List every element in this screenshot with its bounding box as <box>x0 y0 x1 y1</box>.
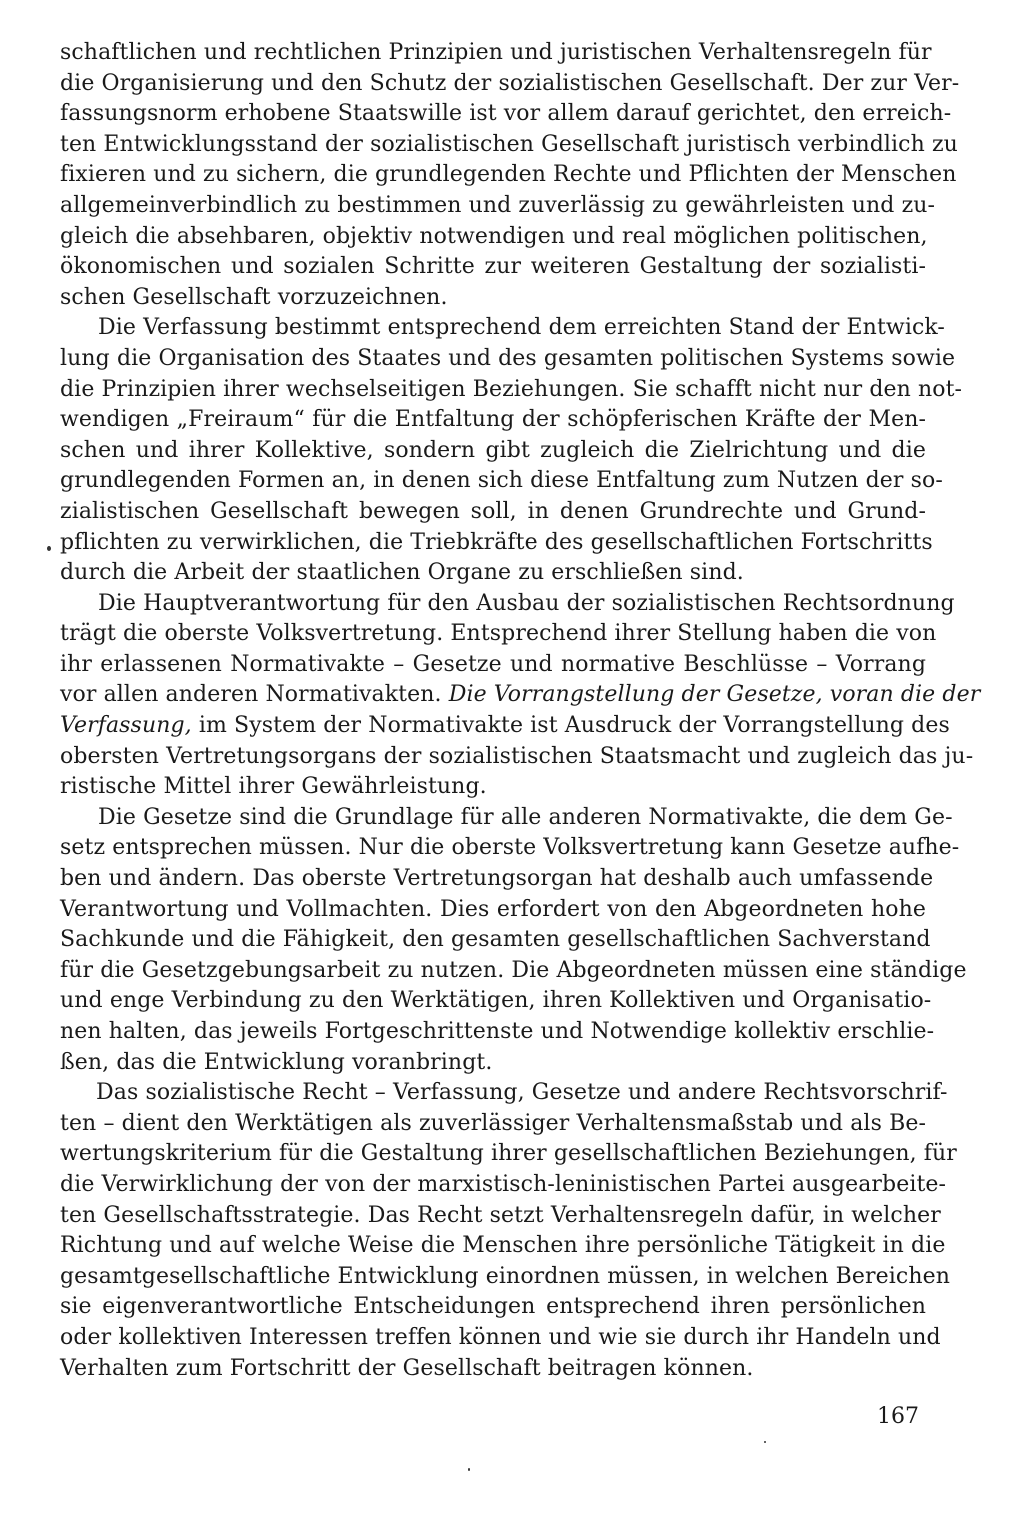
paragraph-3 <box>60 589 981 803</box>
text-line: Richtung und auf welche Weise die Menschen ihre persönliche Tätigkeit in die <box>60 1233 946 1259</box>
text-line: die Organisierung und den Schutz der sozialistischen Gesellschaft. Der zur Ver- <box>60 70 960 96</box>
italic-run: Verfassung, <box>60 713 192 739</box>
text-line: oder kollektiven Interessen treffen können und wie sie durch ihr Handeln und <box>60 1324 941 1350</box>
text-line: schen Gesellschaft vorzuzeichnen. <box>60 284 448 310</box>
text-run: vor allen anderen Normativakten. <box>60 682 442 708</box>
text-line-mixed <box>60 711 950 742</box>
text-run: im System der Normativakte ist Ausdruck der Vorrangstellung des <box>198 713 950 739</box>
text-line: ökonomischen und sozialen Schritte zur weiteren Gestaltung der sozialisti- <box>60 254 926 280</box>
text-line: ihr erlassenen Normativakte – Gesetze und normative Beschlüsse – Vorrang <box>60 651 926 677</box>
paragraph-2 <box>60 313 963 588</box>
text-line: allgemeinverbindlich zu bestimmen und zuverlässig zu gewährleisten und zu- <box>60 192 936 218</box>
text-line: gleich die absehbaren, objektiv notwendigen und real möglichen politischen, <box>60 223 928 249</box>
scan-speck <box>764 1441 766 1443</box>
text-line: sie eigenverantwortliche Entscheidungen entsprechend ihren persönlichen <box>60 1294 926 1320</box>
text-line: ben und ändern. Das oberste Vertretungsorgan hat deshalb auch umfassende <box>60 866 934 892</box>
text-line: Sachkunde und die Fähigkeit, den gesamten gesellschaftlichen Sachverstand <box>60 927 931 953</box>
text-line: fassungsnorm erhobene Staatswille ist vor allem darauf gerichtet, den erreich- <box>60 101 952 127</box>
text-line: fixieren und zu sichern, die grundlegenden Rechte und Pflichten der Menschen <box>60 162 957 188</box>
text-line: Die Verfassung bestimmt entsprechend dem erreichten Stand der Entwick- <box>98 315 945 341</box>
text-line: die Prinzipien ihrer wechselseitigen Beziehungen. Sie schafft nicht nur den not- <box>60 376 963 402</box>
text-line: Das sozialistische Recht – Verfassung, Gesetze und andere Rechtsvorschrif- <box>96 1080 948 1106</box>
text-line: wendigen „Freiraum“ für die Entfaltung der schöpferischen Kräfte der Men- <box>60 407 926 433</box>
text-line: Die Gesetze sind die Grundlage für alle anderen Normativakte, die dem Ge- <box>98 804 953 830</box>
text-line-mixed <box>60 680 981 711</box>
paragraph-4 <box>60 803 967 1078</box>
text-line: schaftlichen und rechtlichen Prinzipien und juristischen Verhaltensregeln für <box>60 40 932 65</box>
page-body <box>60 38 981 1384</box>
text-line: trägt die oberste Volksvertretung. Entsprechend ihrer Stellung haben die von <box>60 621 937 647</box>
text-line: setz entsprechen müssen. Nur die oberste Volksvertretung kann Gesetze aufhe- <box>60 835 960 861</box>
text-line: grundlegenden Formen an, in denen sich diese Entfaltung zum Nutzen der so- <box>60 468 943 494</box>
text-line: wertungskriterium für die Gestaltung ihrer gesellschaftlichen Beziehungen, für <box>60 1141 957 1167</box>
paragraph-1 <box>60 38 960 313</box>
text-line: schen und ihrer Kollektive, sondern gibt zugleich die Zielrichtung und die <box>60 437 926 463</box>
text-line: ten Gesellschaftsstrategie. Das Recht setzt Verhaltensregeln dafür, in welcher <box>60 1202 941 1228</box>
page-number: 167 <box>877 1404 919 1429</box>
text-line: Verantwortung und Vollmachten. Dies erfordert von den Abgeordneten hohe <box>60 896 926 922</box>
text-line: pflichten zu verwirklichen, die Triebkräfte des gesellschaftlichen Fortschritts <box>60 529 933 555</box>
text-line: gesamtgesellschaftliche Entwicklung einordnen müssen, in welchen Bereichen <box>60 1263 950 1289</box>
text-line: ten – dient den Werktätigen als zuverlässiger Verhaltensmaßstab und als Be- <box>60 1110 926 1136</box>
text-line: lung die Organisation des Staates und des gesamten politischen Systems sowie <box>60 345 956 371</box>
text-line: für die Gesetzgebungsarbeit zu nutzen. Die Abgeordneten müssen eine ständige <box>60 957 967 983</box>
text-line: obersten Vertretungsorgans der sozialistischen Staatsmacht und zugleich das ju- <box>60 743 974 769</box>
text-line: nen halten, das jeweils Fortgeschrittenste und Notwendige kollektiv erschlie- <box>60 1019 935 1044</box>
text-line: ristische Mittel ihrer Gewährleistung. <box>60 774 487 800</box>
text-line: durch die Arbeit der staatlichen Organe zu erschließen sind. <box>60 560 744 586</box>
text-line: und enge Verbindung zu den Werktätigen, ihren Kollektiven und Organisatio- <box>60 988 932 1014</box>
text-line: Verhalten zum Fortschritt der Gesellschaft beitragen können. <box>60 1355 754 1381</box>
text-line: ßen, das die Entwicklung voranbringt. <box>60 1049 493 1075</box>
text-line: ten Entwicklungsstand der sozialistischen Gesellschaft juristisch verbindlich zu <box>60 131 958 157</box>
scan-speck <box>468 1468 470 1471</box>
text-line: die Verwirklichung der von der marxistisch-leninistischen Partei ausgearbeite- <box>60 1171 947 1197</box>
paragraph-5 <box>60 1078 957 1384</box>
text-line: zialistischen Gesellschaft bewegen soll, in denen Grundrechte und Grund- <box>60 498 926 524</box>
scan-speck <box>47 546 51 551</box>
text-line: Die Hauptverantwortung für den Ausbau der sozialistischen Rechtsordnung <box>98 590 955 616</box>
italic-run: Die Vorrangstellung der Gesetze, voran die der <box>448 682 981 708</box>
